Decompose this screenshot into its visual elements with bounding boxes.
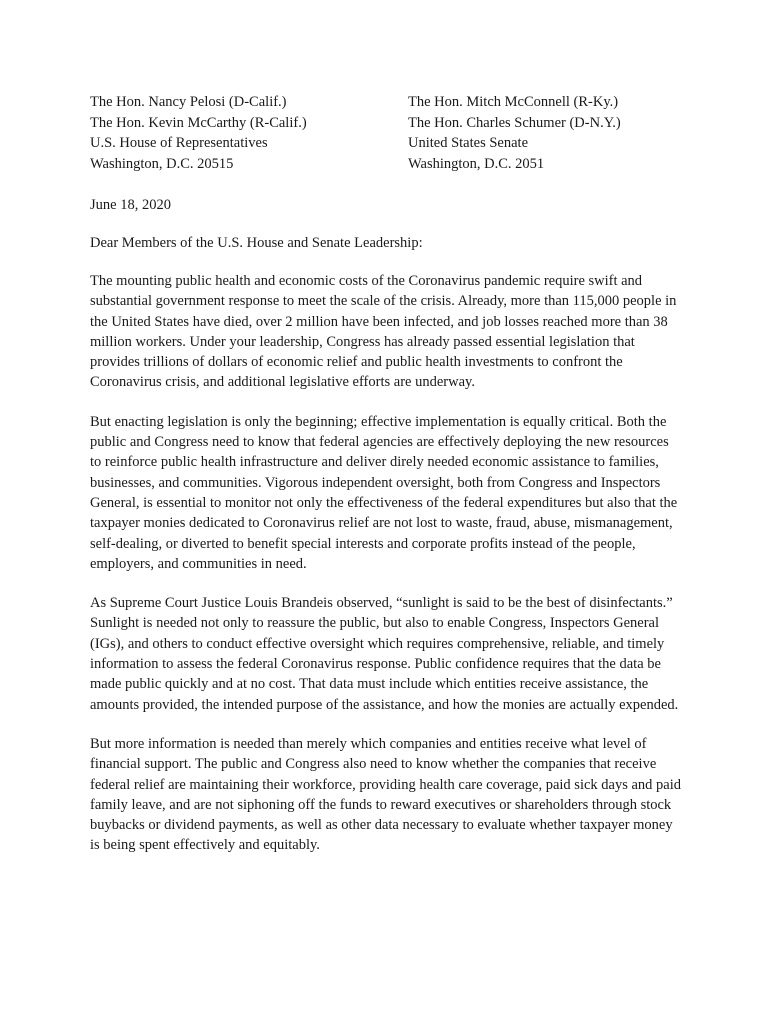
letter-body	[90, 271, 682, 875]
body-paragraph: But enacting legislation is only the beginning; effective implementation is equally critical. Both the public and Congress need to know that federal agencies are effectively deploying the new resources to reinforce public health infrastructure and deliver direly needed economic assistance to families, businesses, and communities. Vigorous independent oversight, both from Congress and Inspectors General, is essential to monitor not only the effectiveness of the federal expenditures but also that the taxpayer monies dedicated to Coronavirus relief are not lost to waste, fraud, abuse, mismanagement, self-dealing, or diverted to benefit special interests and corporate profits instead of the people, employers, and communities in need.	[90, 413, 678, 572]
recipient-line: U.S. House of Representatives	[90, 135, 268, 151]
body-paragraph: But more information is needed than merely which companies and entities receive what level of financial support. The public and Congress also need to know whether the companies that receive federal relief are maintaining their workforce, providing health care coverage, paid sick days and paid family leave, and are not siphoning off the funds to reward executives or shareholders through stock buybacks or dividend payments, as well as other data necessary to evaluate whether taxpayer money is being spent effectively and equitably.	[90, 735, 682, 854]
recipient-line: Washington, D.C. 20515	[90, 155, 234, 172]
recipient-line: The Hon. Mitch McConnell (R-Ky.)	[408, 94, 619, 110]
salutation: Dear Members of the U.S. House and Senate Leadership:	[90, 235, 423, 251]
house-recipients	[90, 92, 307, 174]
recipient-line: The Hon. Charles Schumer (D-N.Y.)	[408, 114, 621, 131]
recipient-line: The Hon. Kevin McCarthy (R-Calif.)	[90, 114, 307, 131]
body-paragraph: As Supreme Court Justice Louis Brandeis observed, “sunlight is said to be the best of disinfectants.” Sunlight is needed not only to reassure the public, but also to enable Congress, Inspectors General (IGs), and others to conduct effective oversight which requires comprehensive, reliable, and timely information to assess the federal Coronavirus response. Public confidence requires that the data be made public quickly and at no cost. That data must include which entities receive assistance, the amounts provided, the intended purpose of the assistance, and how the monies are actually expended.	[90, 595, 679, 713]
recipient-line: The Hon. Nancy Pelosi (D-Calif.)	[90, 94, 287, 110]
body-paragraph: The mounting public health and economic costs of the Coronavirus pandemic require swift and substantial government response to meet the scale of the crisis. Already, more than 115,000 people in the United States have died, over 2 million have been infected, and job losses reached more than 38 million workers. Under your leadership, Congress has already passed essential legislation that provides trillions of dollars of economic relief and public health investments to confront the Coronavirus crisis, and additional legislative efforts are underway.	[90, 273, 677, 391]
senate-recipients	[408, 92, 621, 174]
letter-date: June 18, 2020	[90, 197, 171, 213]
recipient-addresses	[90, 92, 690, 176]
recipient-line: Washington, D.C. 2051	[408, 155, 545, 172]
recipient-line: United States Senate	[408, 135, 529, 151]
